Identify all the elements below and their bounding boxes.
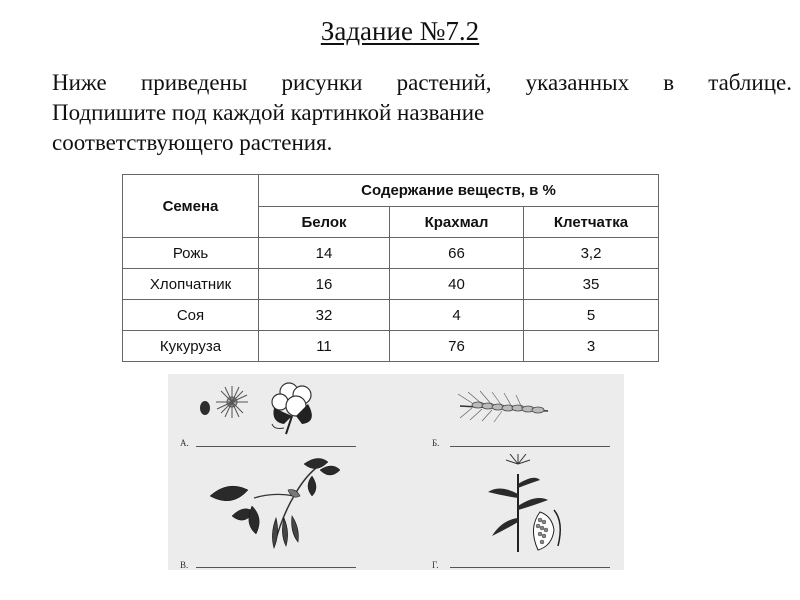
protein-value: 16 [259,269,390,300]
answer-line-a [196,446,356,447]
instruction-line-3: соответствующего растения. [52,130,333,155]
instruction-line-1: Ниже приведены рисунки растений, указанных в таблице. [52,70,792,95]
fiber-value: 5 [524,300,659,331]
table-row [123,238,659,269]
seed-name: Кукуруза [123,331,259,362]
starch-value: 66 [390,238,524,269]
table-row [123,269,659,300]
protein-value: 11 [259,331,390,362]
table-row [123,331,659,362]
header-substance-content: Содержание веществ, в % [259,175,659,207]
header-protein: Белок [259,207,390,238]
fiber-value: 35 [524,269,659,300]
header-starch: Крахмал [390,207,524,238]
figure-label-a: А. [180,438,189,448]
answer-line-b [450,446,610,447]
header-fiber: Клетчатка [524,207,659,238]
plant-figures-panel [168,374,624,570]
starch-value: 4 [390,300,524,331]
starch-value: 76 [390,331,524,362]
instruction-line-2: Подпишите под каждой картинкой название [52,100,485,125]
task-instructions [52,68,792,158]
header-seeds: Семена [123,175,259,238]
rye-illustration [456,386,566,426]
protein-value: 14 [259,238,390,269]
answer-line-d [450,567,610,568]
figure-label-b: Б. [432,438,440,448]
starch-value: 40 [390,269,524,300]
seed-name: Соя [123,300,259,331]
seed-name: Рожь [123,238,259,269]
table-row [123,300,659,331]
protein-value: 32 [259,300,390,331]
seed-content-table [122,174,659,362]
seed-name: Хлопчатник [123,269,259,300]
task-title: Задание №7.2 [320,16,480,46]
figure-label-d: Г. [432,560,439,570]
figure-label-c: В. [180,560,189,570]
corn-illustration [478,454,588,554]
answer-line-c [196,567,356,568]
cotton-illustration [196,378,346,436]
fiber-value: 3 [524,331,659,362]
soybean-illustration [204,456,364,551]
fiber-value: 3,2 [524,238,659,269]
